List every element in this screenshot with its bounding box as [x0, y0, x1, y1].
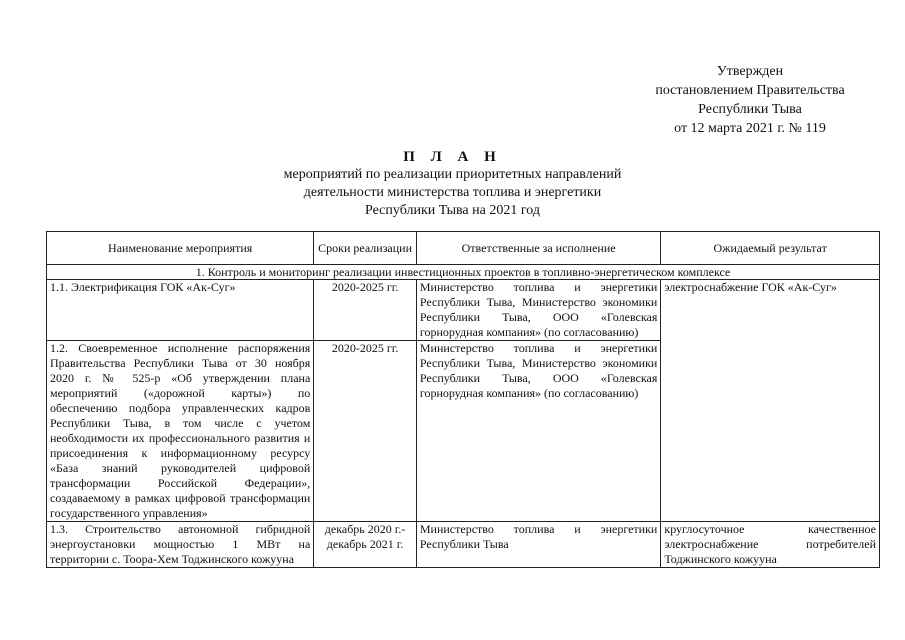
approval-stamp [620, 62, 880, 138]
row-deadline: декабрь 2020 г.-декабрь 2021 г. [314, 522, 417, 568]
header-result: Ожидаемый результат [661, 232, 880, 265]
subtitle-line-3: Республики Тыва на 2021 год [365, 203, 540, 218]
row-deadline: 2020-2025 гг. [314, 341, 417, 522]
row-responsible: Министерство топлива и энергетики Республики Тыва, Министерство экономики Республики Тыва, ООО «Голевская горнорудная компания» (по согласованию) [416, 280, 661, 341]
row-result: электроснабжение ГОК «Ак-Суг» [661, 280, 880, 341]
table-row [47, 280, 880, 341]
plan-table [46, 231, 880, 568]
header-responsible: Ответственные за исполнение [416, 232, 661, 265]
approval-line-2: постановлением Правительства [655, 83, 845, 98]
section-title: 1. Контроль и мониторинг реализации инвестиционных проектов в топливно-энергетическом комплексе [47, 265, 880, 280]
row-responsible: Министерство топлива и энергетики Республики Тыва, Министерство экономики Республики Тыва, ООО «Голевская горнорудная компания» (по согласованию) [416, 341, 661, 522]
section-row [47, 265, 880, 280]
document-title-block [200, 148, 705, 220]
table-row [47, 341, 880, 522]
table-row [47, 522, 880, 568]
approval-line-4: от 12 марта 2021 г. № 119 [674, 121, 826, 136]
header-deadline: Сроки реализации [314, 232, 417, 265]
subtitle-line-2: деятельности министерства топлива и энергетики [303, 185, 602, 200]
row-name: 1.3. Строительство автономной гибридной энергоустановки мощностью 1 МВт на территории с. Тоора-Хем Тоджинского кожууна [47, 522, 314, 568]
row-result: круглосуточное качественное электроснабжение потребителей Тоджинского кожууна [661, 522, 880, 568]
document-title: П Л А Н [403, 149, 502, 165]
subtitle-line-1: мероприятий по реализации приоритетных направлений [283, 167, 622, 182]
table-header-row [47, 232, 880, 265]
header-name: Наименование мероприятия [47, 232, 314, 265]
row-name: 1.2. Своевременное исполнение распоряжения Правительства Республики Тыва от 30 ноября 2020 г. № 525-р «Об утверждении плана мероприятий («дорожной карты») по обеспечению подбора управленческих кадров Республики Тыва, в том числе с учетом необходимости их профессионального развития и присоединения к информационному ресурсу «База знаний руководителей цифровой трансформации Российской Федерации», создаваемому в рамках цифровой трансформации государственного управления» [47, 341, 314, 522]
approval-line-3: Республики Тыва [698, 102, 802, 117]
row-result [661, 341, 880, 522]
row-name: 1.1. Электрификация ГОК «Ак-Суг» [47, 280, 314, 341]
approval-line-1: Утвержден [716, 64, 784, 79]
row-responsible: Министерство топлива и энергетики Республики Тыва [416, 522, 661, 568]
row-deadline: 2020-2025 гг. [314, 280, 417, 341]
